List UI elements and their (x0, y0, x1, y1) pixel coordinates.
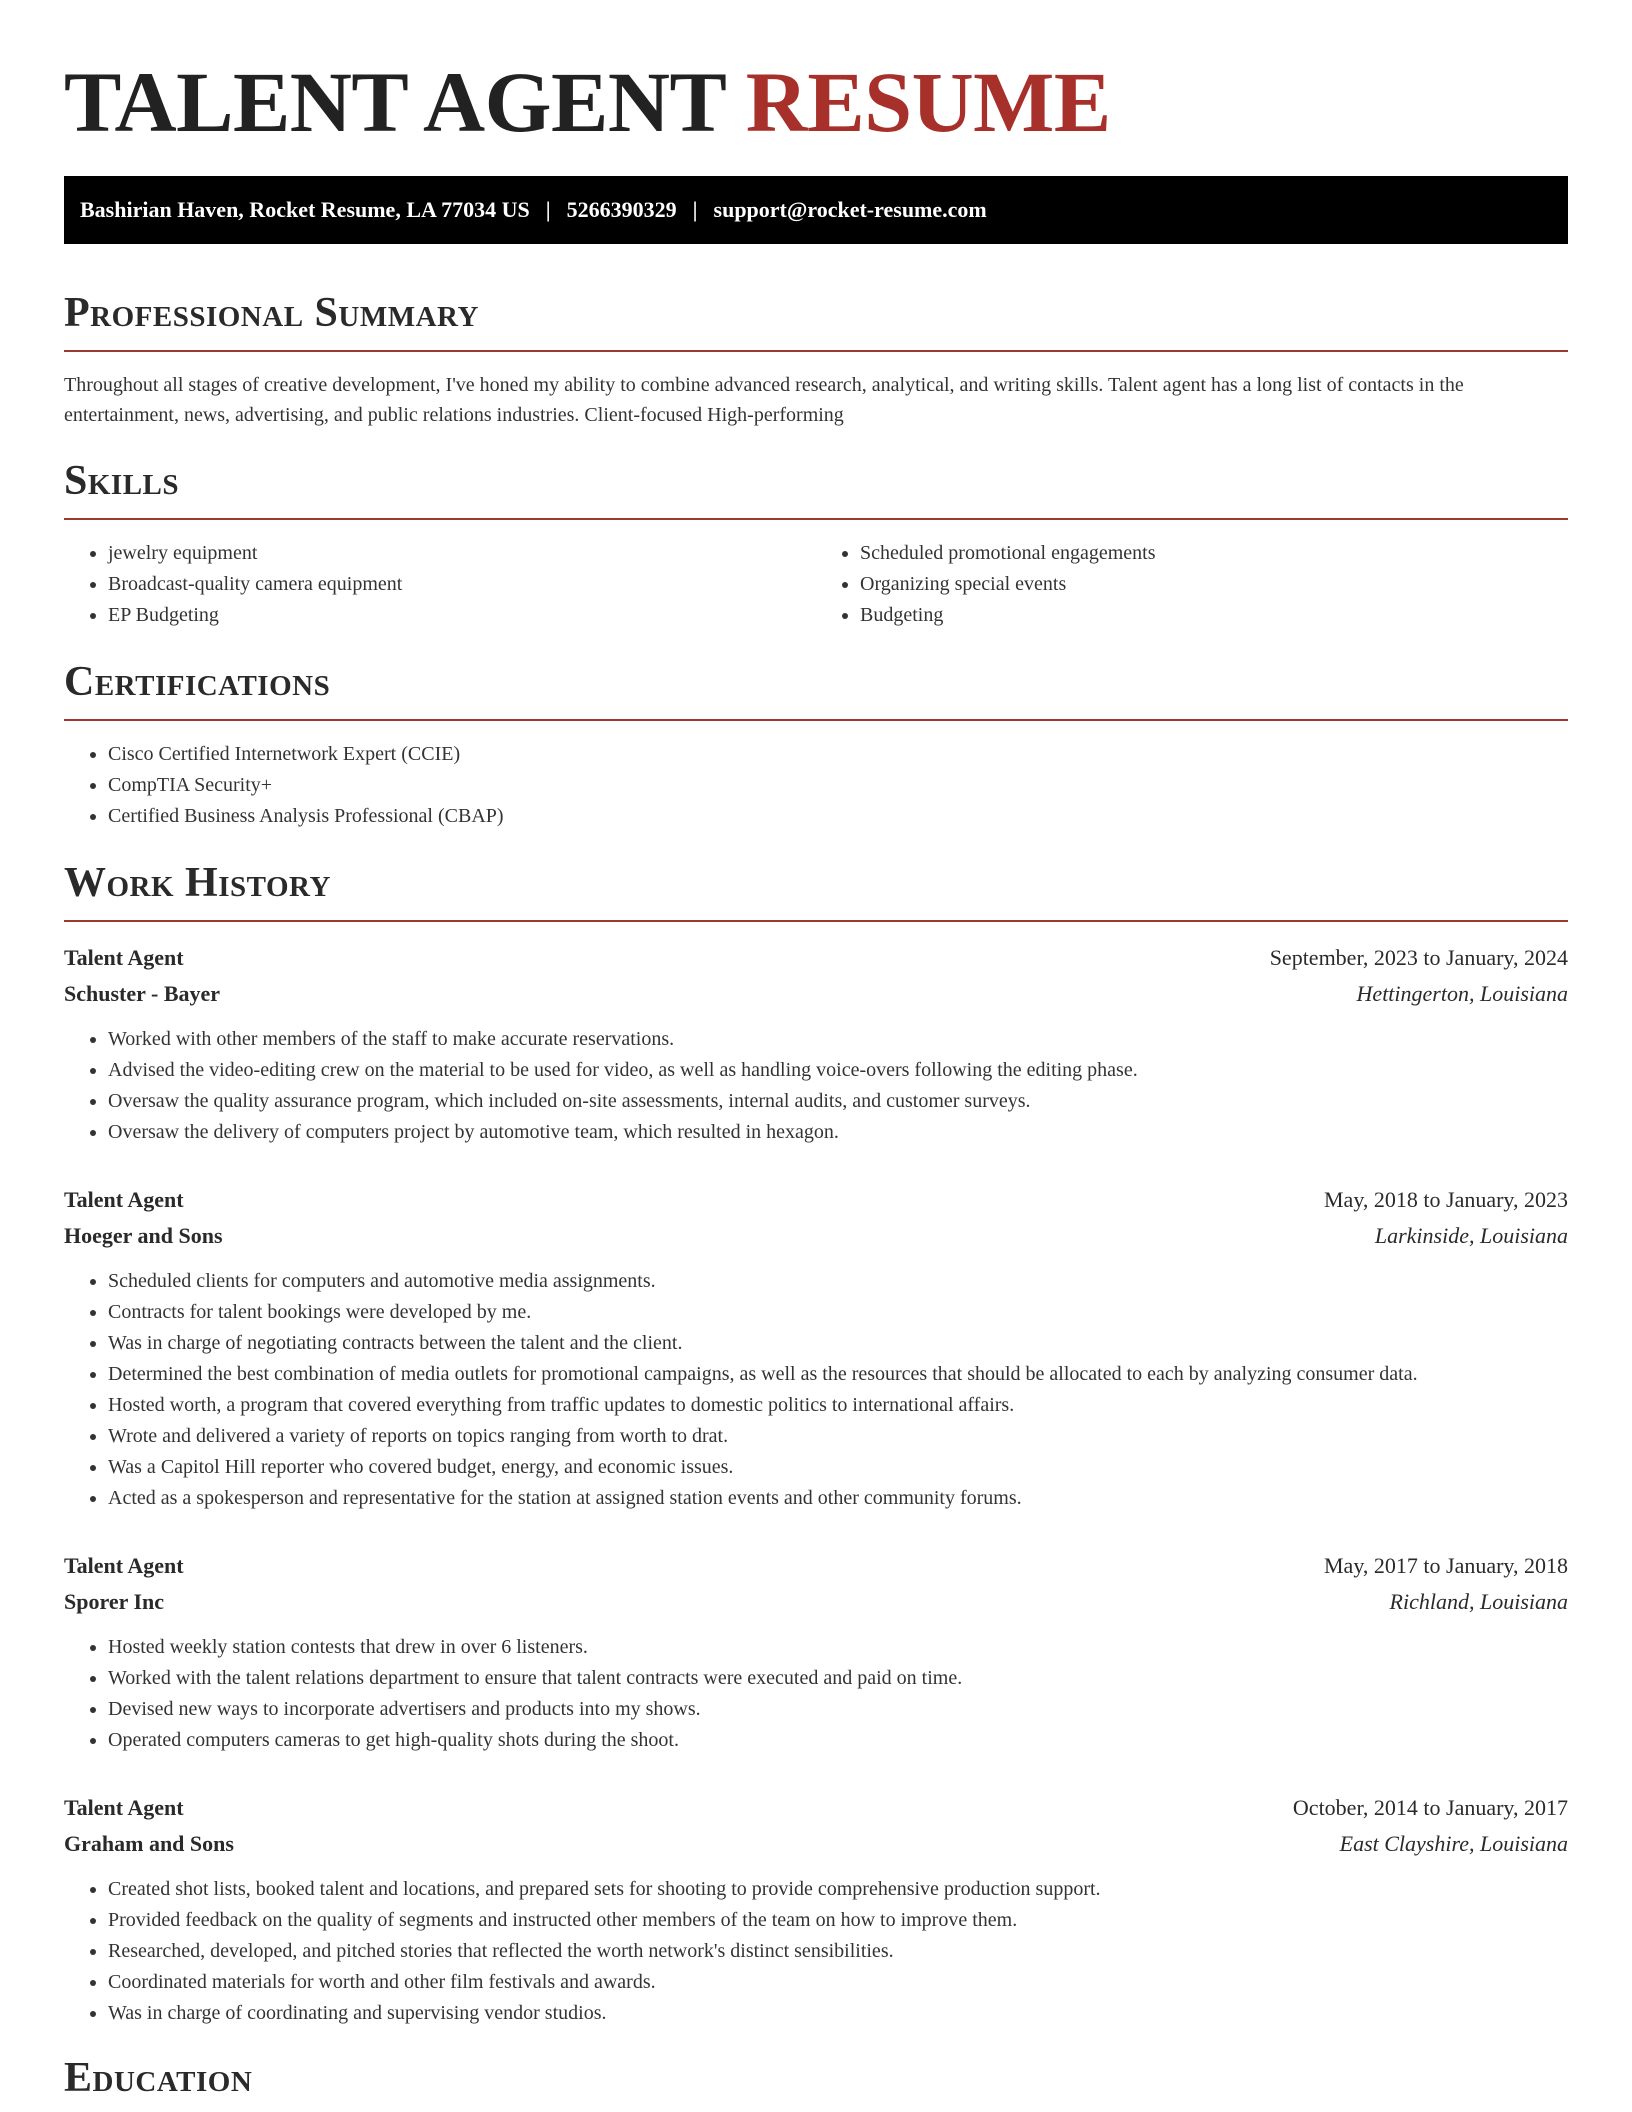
section-title-work: Work History (64, 860, 331, 906)
job-bullet: • Acted as a spokesperson and representative for the station at assigned station events and other community forums. (108, 1483, 1568, 1514)
job-bullet: • Determined the best combination of media outlets for promotional campaigns, as well as the resources that should be allocated to each by analyzing consumer data. (108, 1359, 1568, 1390)
job-bullet: • Worked with the talent relations department to ensure that talent contracts were executed and paid on time. (108, 1663, 1568, 1694)
section-divider (64, 920, 1568, 922)
section-divider (64, 719, 1568, 721)
certification-item: • CompTIA Security+ (108, 770, 1568, 801)
job-bullet: • Contracts for talent bookings were developed by me. (108, 1297, 1568, 1328)
certifications-list (64, 739, 1568, 832)
job-entry (64, 1548, 1568, 1756)
job-entry (64, 940, 1568, 1148)
skill-item: • Broadcast-quality camera equipment (108, 569, 816, 600)
job-bullets (64, 1266, 1568, 1514)
job-title: Talent Agent (64, 1553, 184, 1578)
skill-item: • jewelry equipment (108, 538, 816, 569)
contact-email[interactable]: support@rocket-resume.com (713, 197, 987, 222)
job-dates: May, 2018 to January, 2023 (1324, 1187, 1568, 1212)
job-entry (64, 1182, 1568, 1514)
job-company: Hoeger and Sons (64, 1223, 223, 1248)
job-header-row (64, 1790, 1568, 1826)
education-section (64, 2053, 1568, 2103)
contact-separator: | (692, 197, 698, 222)
job-title: Talent Agent (64, 945, 184, 970)
job-company: Graham and Sons (64, 1831, 234, 1856)
job-bullet: • Oversaw the delivery of computers project by automotive team, which resulted in hexagon. (108, 1117, 1568, 1148)
job-dates: May, 2017 to January, 2018 (1324, 1553, 1568, 1578)
job-bullet: • Advised the video-editing crew on the material to be used for video, as well as handling voice-overs following the editing phase. (108, 1055, 1568, 1086)
section-divider (64, 350, 1568, 352)
title-accent: RESUME (745, 54, 1111, 150)
job-header-row (64, 1182, 1568, 1218)
contact-separator: | (545, 197, 551, 222)
job-bullet: • Was in charge of coordinating and supervising vendor studios. (108, 1998, 1568, 2029)
job-bullets (64, 1874, 1568, 2029)
section-divider (64, 518, 1568, 520)
certification-item: • Cisco Certified Internetwork Expert (CCIE) (108, 739, 1568, 770)
job-bullet: • Hosted weekly station contests that drew in over 6 listeners. (108, 1632, 1568, 1663)
job-subheader-row (64, 976, 1568, 1012)
job-location: Larkinside, Louisiana (1374, 1223, 1568, 1248)
skills-list-left (64, 538, 816, 631)
job-bullet: • Devised new ways to incorporate advertisers and products into my shows. (108, 1694, 1568, 1725)
skill-item: • EP Budgeting (108, 600, 816, 631)
job-bullet: • Was a Capitol Hill reporter who covered budget, energy, and economic issues. (108, 1452, 1568, 1483)
job-bullet: • Wrote and delivered a variety of reports on topics ranging from worth to drat. (108, 1421, 1568, 1452)
job-bullet: • Created shot lists, booked talent and locations, and prepared sets for shooting to provide comprehensive production support. (108, 1874, 1568, 1905)
job-header-row (64, 940, 1568, 976)
section-title-certifications: Certifications (64, 659, 331, 705)
section-title-skills: Skills (64, 458, 180, 504)
job-header-row (64, 1548, 1568, 1584)
contact-phone[interactable]: 5266390329 (566, 197, 677, 222)
job-subheader-row (64, 1218, 1568, 1254)
skill-item: • Organizing special events (860, 569, 1568, 600)
job-subheader-row (64, 1584, 1568, 1620)
title-main: TALENT AGENT (64, 54, 725, 150)
skill-item: • Scheduled promotional engagements (860, 538, 1568, 569)
job-location: Hettingerton, Louisiana (1356, 981, 1568, 1006)
job-bullet: • Was in charge of negotiating contracts between the talent and the client. (108, 1328, 1568, 1359)
job-title: Talent Agent (64, 1795, 184, 1820)
job-bullet: • Worked with other members of the staff to make accurate reservations. (108, 1024, 1568, 1055)
contact-address: Bashirian Haven, Rocket Resume, LA 77034 US (80, 197, 530, 222)
job-title: Talent Agent (64, 1187, 184, 1212)
certifications-section (64, 657, 1568, 832)
job-dates: September, 2023 to January, 2024 (1269, 945, 1568, 970)
job-dates: October, 2014 to January, 2017 (1292, 1795, 1568, 1820)
job-company: Sporer Inc (64, 1589, 165, 1614)
job-bullets (64, 1632, 1568, 1756)
certification-item: • Certified Business Analysis Professional (CBAP) (108, 801, 1568, 832)
job-company: Schuster - Bayer (64, 981, 221, 1006)
section-title-summary: Professional Summary (64, 290, 479, 336)
job-bullet: • Hosted worth, a program that covered everything from traffic updates to domestic politics to international affairs. (108, 1390, 1568, 1421)
job-bullet: • Operated computers cameras to get high-quality shots during the shoot. (108, 1725, 1568, 1756)
job-bullet: • Scheduled clients for computers and automotive media assignments. (108, 1266, 1568, 1297)
resume-title (64, 52, 1568, 152)
job-bullet: • Provided feedback on the quality of segments and instructed other members of the team on how to improve them. (108, 1905, 1568, 1936)
summary-section (64, 288, 1568, 430)
section-title-education: Education (64, 2055, 253, 2101)
summary-text: Throughout all stages of creative development, I've honed my ability to combine advanced research, analytical, and writing skills. Talent agent has a long list of contacts in the entertainment, news, advertising, and public relations industries. Client-focused High-performing (64, 374, 1464, 426)
job-bullets (64, 1024, 1568, 1148)
job-bullet: • Coordinated materials for worth and other film festivals and awards. (108, 1967, 1568, 1998)
job-bullet: • Researched, developed, and pitched stories that reflected the worth network's distinct sensibilities. (108, 1936, 1568, 1967)
contact-bar (64, 176, 1568, 244)
work-history-section (64, 858, 1568, 2029)
job-entry (64, 1790, 1568, 2029)
job-location: East Clayshire, Louisiana (1339, 1831, 1568, 1856)
job-bullet: • Oversaw the quality assurance program, which included on-site assessments, internal audits, and customer surveys. (108, 1086, 1568, 1117)
skills-section (64, 456, 1568, 631)
skill-item: • Budgeting (860, 600, 1568, 631)
skills-list-right (816, 538, 1568, 631)
job-location: Richland, Louisiana (1389, 1589, 1568, 1614)
job-subheader-row (64, 1826, 1568, 1862)
skills-grid (64, 538, 1568, 631)
